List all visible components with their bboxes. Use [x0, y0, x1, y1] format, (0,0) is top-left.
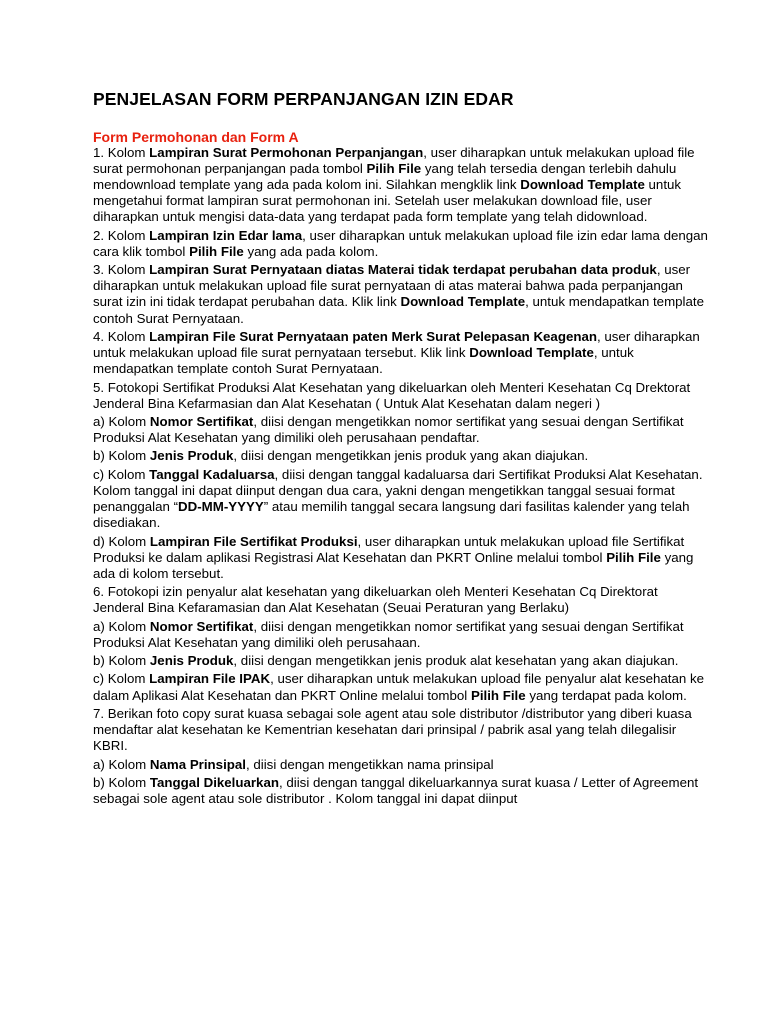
text-run: a) Kolom	[93, 413, 150, 429]
text-run: , untuk mendapatkan template contoh Surat Pernyataan.	[93, 345, 634, 377]
section-heading: Form Permohonan dan Form A	[93, 129, 299, 145]
document-title: PENJELASAN FORM PERPANJANGAN IZIN EDAR	[93, 89, 514, 109]
body-paragraph	[93, 145, 708, 225]
text-run: , diisi dengan mengetikkan nama prinsipal	[245, 756, 494, 772]
body-paragraph	[93, 534, 708, 582]
bold-text: DD-MM-YYYY	[178, 499, 264, 515]
body-paragraph	[93, 380, 708, 412]
bold-text: Lampiran Surat Permohonan Perpanjangan	[149, 145, 424, 160]
text-run: yang ada pada kolom.	[243, 243, 379, 259]
text-run: , untuk mendapatkan template contoh Surat Pernyataan.	[93, 294, 704, 326]
text-run: , diisi dengan tanggal kadaluarsa dari Sertifikat Produksi Alat Kesehatan. Kolom tanggal ini dapat diinput dengan dua cara, yakni dengan mengetikkan tanggal sesuai format penanggalan “	[93, 466, 703, 515]
bold-text: Lampiran File Surat Pernyataan paten Merk Surat Pelepasan Keagenan	[149, 328, 597, 344]
bold-text: Lampiran Surat Pernyataan diatas Materai tidak terdapat perubahan data produk	[149, 262, 657, 278]
bold-text: Nomor Sertifikat	[149, 618, 254, 634]
bold-text: Pilih File	[606, 549, 661, 565]
text-run: , diisi dengan mengetikkan jenis produk yang akan diajukan.	[233, 448, 589, 464]
text-run: untuk mengetahui format lampiran surat permohonan ini. Setelah user melakukan download file, user diharapkan untuk mengisi data-data yang terdapat pada form template yang telah didownload.	[93, 177, 682, 225]
bold-text: Lampiran File IPAK	[149, 671, 271, 687]
body-paragraph	[93, 671, 708, 703]
text-run: , diisi dengan mengetikkan jenis produk alat kesehatan yang akan diajukan.	[233, 653, 679, 669]
body-paragraph	[93, 706, 708, 754]
text-run: a) Kolom	[93, 618, 150, 634]
text-run: 7. Berikan foto copy surat kuasa sebagai sole agent atau sole distributor /distributor yang diberi kuasa mendaftar alat kesehatan ke Kementrian kesehatan dari prinsipal / pabrik asal yang telah dilegalisir KBRI.	[93, 705, 692, 754]
bold-text: Pilih File	[366, 161, 422, 177]
body-paragraph	[93, 467, 708, 531]
text-run: , user diharapkan untuk melakukan upload file surat pernyataan di atas materai bahwa pada perpanjangan surat izin ini tidak terdapat perubahan data. Klik link	[93, 262, 691, 310]
text-run: c) Kolom	[93, 671, 150, 687]
bold-text: Tanggal Dikeluarkan	[149, 774, 279, 790]
bold-text: Download Template	[520, 177, 645, 193]
body-paragraph	[93, 584, 708, 616]
text-run: 6. Fotokopi izin penyalur alat kesehatan yang dikeluarkan oleh Menteri Kesehatan Cq Direktorat Jenderal Bina Kefaramasian dan Alat Kesehatan (Seuai Peraturan yang Berlaku)	[93, 584, 658, 616]
body-paragraph	[93, 228, 708, 260]
text-run: , user diharapkan untuk melakukan upload file penyalur alat kesehatan ke dalam Aplikasi Alat Kesehatan dan PKRT Online melalui tombol	[93, 671, 705, 703]
bold-text: Pilih File	[470, 687, 526, 703]
body-paragraph	[93, 262, 708, 326]
text-run: a) Kolom	[93, 756, 150, 772]
bold-text: Nomor Sertifikat	[149, 413, 254, 429]
text-run: , diisi dengan tanggal dikeluarkannya surat kuasa / Letter of Agreement sebagai sole agent atau sole distributor . Kolom tanggal ini dapat diinput	[93, 774, 699, 807]
document-body	[93, 145, 708, 807]
text-run: , diisi dengan mengetikkan nomor sertifikat yang sesuai dengan Sertifikat Produksi Alat Kesehatan yang dimiliki oleh perusahaan pendaftar.	[93, 413, 684, 446]
text-run: b) Kolom	[93, 653, 150, 669]
text-run: 3. Kolom	[93, 262, 150, 278]
text-run: 2. Kolom	[93, 227, 150, 243]
text-run: , user diharapkan untuk melakukan upload file Sertifikat Produksi ke dalam aplikasi Registrasi Alat Kesehatan dan PKRT Online melalui tombol	[93, 533, 685, 565]
bold-text: Nama Prinsipal	[149, 756, 246, 772]
text-run: yang telah tersedia dengan terlebih dahulu mendownload template yang ada pada kolom ini. Silahkan mengklik link	[93, 161, 677, 193]
text-run: , user diharapkan untuk melakukan upload file surat permohonan perpanjangan pada tombol	[93, 145, 695, 177]
body-paragraph	[93, 448, 708, 464]
text-run: , user diharapkan untuk melakukan upload file izin edar lama dengan cara klik tombol	[93, 227, 708, 259]
body-paragraph	[93, 653, 708, 669]
text-run: b) Kolom	[93, 774, 150, 790]
bold-text: Jenis Produk	[149, 653, 234, 669]
bold-text: Pilih File	[189, 243, 244, 259]
bold-text: Lampiran Izin Edar lama	[149, 227, 303, 243]
text-run: 1. Kolom	[93, 145, 150, 160]
body-paragraph	[93, 329, 708, 377]
bold-text: Jenis Produk	[149, 448, 234, 464]
body-paragraph	[93, 414, 708, 446]
body-paragraph	[93, 757, 708, 773]
text-run: d) Kolom	[93, 533, 150, 549]
text-run: ” atau memilih tanggal secara langsung dari fasilitas kalender yang telah disediakan.	[93, 499, 690, 531]
bold-text: Tanggal Kadaluarsa	[149, 466, 275, 482]
body-paragraph	[93, 619, 708, 651]
bold-text: Download Template	[469, 345, 594, 361]
bold-text: Download Template	[400, 294, 526, 310]
text-run: b) Kolom	[93, 448, 150, 464]
text-run: yang ada di kolom tersebut.	[93, 549, 694, 581]
text-run: c) Kolom	[93, 466, 150, 482]
text-run: , user diharapkan untuk melakukan upload file surat pernyataan tersebut. Klik link	[93, 328, 700, 361]
bold-text: Lampiran File Sertifikat Produksi	[149, 533, 358, 549]
text-run: yang terdapat pada kolom.	[525, 687, 687, 703]
text-run: 4. Kolom	[93, 328, 150, 344]
text-run: , diisi dengan mengetikkan nomor sertifikat yang sesuai dengan Sertifikat Produksi Alat Kesehatan yang dimiliki oleh perusahaan.	[93, 618, 684, 650]
text-run: 5. Fotokopi Sertifikat Produksi Alat Kesehatan yang dikeluarkan oleh Menteri Kesehatan Cq Drektorat Jenderal Bina Kefarmasian dan Alat Kesehatan ( Untuk Alat Kesehatan dalam negeri )	[93, 379, 691, 411]
body-paragraph	[93, 775, 708, 807]
